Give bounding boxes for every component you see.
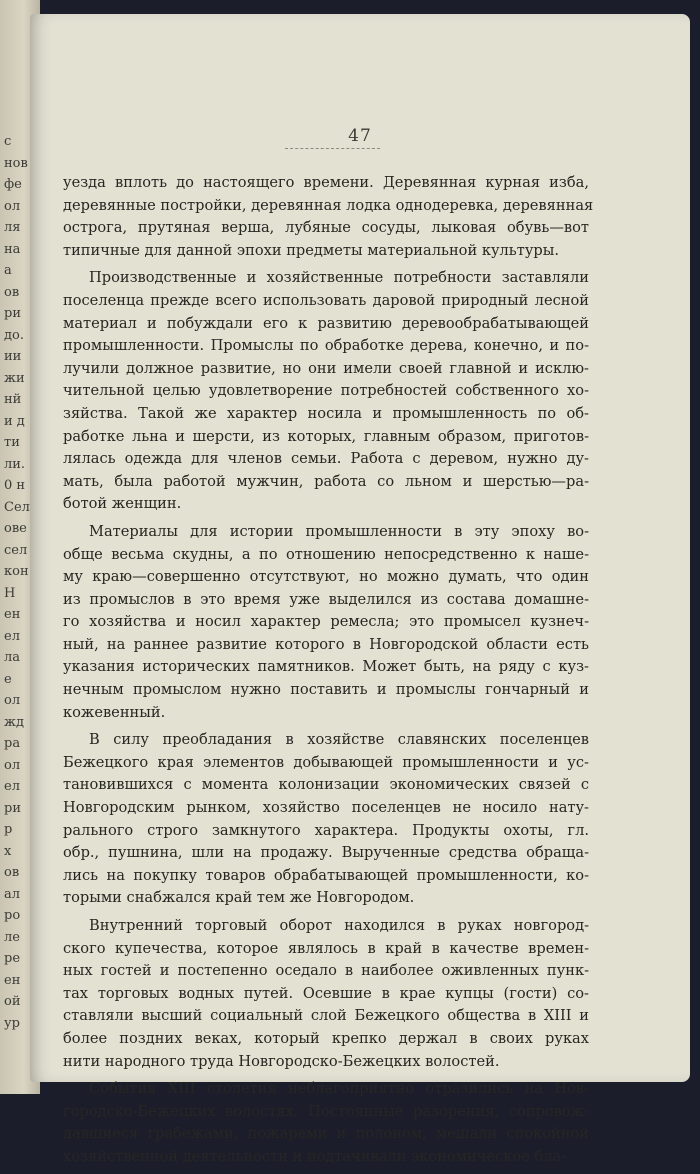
paragraph bbox=[63, 1078, 589, 1168]
text-line: деревянные постройки, деревянная лодка однодеревка, деревянная bbox=[63, 196, 594, 214]
facing-page-fragment: нй bbox=[4, 392, 22, 407]
facing-page-fragment: ен bbox=[4, 972, 21, 988]
text-line: давшиеся грабежами, пожарами и полоном, мешали спокойной bbox=[63, 1125, 589, 1143]
facing-page-fragment: с bbox=[4, 134, 12, 149]
facing-page-fragment: ур bbox=[4, 1015, 20, 1031]
facing-page-fragment: ри bbox=[4, 306, 21, 321]
facing-page-fragment: ел bbox=[4, 779, 20, 794]
text-line: тах торговых водных путей. Осевшие в крае купцы (гости) со- bbox=[63, 984, 589, 1002]
facing-page-fragment: жд bbox=[4, 714, 24, 730]
facing-page-fragment: х bbox=[4, 843, 12, 859]
facing-page-fragment: е bbox=[4, 671, 12, 687]
text-line: типичные для данной эпохи предметы материальной культуры. bbox=[63, 241, 560, 259]
text-line: Внутренний торговый оборот находился в руках новгород- bbox=[89, 917, 589, 934]
text-line: поселенца прежде всего использовать даровой природный лесной bbox=[63, 291, 589, 309]
facing-page-fragment: ен bbox=[4, 607, 21, 622]
facing-page-fragment: р bbox=[4, 822, 13, 837]
text-line: го хозяйства и носил характер ремесла; это промысел кузнеч- bbox=[63, 613, 589, 631]
text-line: уезда вплоть до настоящего времени. Деревянная курная изба, bbox=[63, 174, 589, 191]
text-line: городско-Бежецких волостях. Постоянные разорения, сопровож- bbox=[63, 1102, 589, 1120]
paragraph bbox=[63, 915, 589, 1073]
text-line: Материалы для истории промышленности в эту эпоху во- bbox=[89, 522, 589, 540]
facing-page-fragment: на bbox=[4, 241, 21, 257]
text-line: нити народного труда Новгородско-Бежецких волостей. bbox=[63, 1052, 500, 1070]
text-line: ных гостей и постепенно оседало в наиболее оживленных пунк- bbox=[63, 962, 589, 980]
text-line: ставляли высший социальный слой Бежецкого общества в XIII и bbox=[63, 1007, 589, 1025]
page-body-text bbox=[63, 172, 594, 1174]
facing-page-fragment: ле bbox=[4, 929, 20, 945]
text-line: хозяйственной деятельности и подтачивали экономическое бла- bbox=[63, 1147, 567, 1165]
text-line: му краю—совершенно отсутствуют, но можно думать, что один bbox=[63, 568, 589, 586]
facing-page-fragment: сел bbox=[4, 542, 28, 558]
facing-page-fragment: ли. bbox=[4, 456, 26, 472]
facing-page-fragment: ал bbox=[4, 886, 21, 902]
text-line: торыми снабжался край тем же Новгородом. bbox=[63, 889, 415, 907]
text-line: Производственные и хозяйственные потребности заставляли bbox=[89, 269, 589, 287]
text-line: более поздних веках, который крепко держал в своих руках bbox=[63, 1029, 589, 1047]
facing-page-fragment: и д bbox=[4, 413, 25, 429]
facing-page-fragment: ро bbox=[4, 908, 21, 923]
facing-page-fragment: Н bbox=[4, 585, 16, 601]
facing-page-fragment: ля bbox=[4, 220, 21, 235]
text-line: Новгородским рынком, хозяйство поселенцев не носило нату- bbox=[63, 799, 589, 817]
facing-page-fragment: ол bbox=[4, 198, 21, 214]
text-line: рального строго замкнутого характера. Продукты охоты, гл. bbox=[63, 821, 589, 839]
facing-page-fragment: ре bbox=[4, 951, 21, 966]
facing-page-fragment: 0 н bbox=[4, 478, 26, 493]
facing-page-fragment: ов bbox=[4, 284, 20, 300]
facing-page-fragment: ти bbox=[4, 435, 20, 450]
facing-page-fragment: Сел bbox=[4, 499, 30, 515]
text-line: промышленности. Промыслы по обработке дерева, конечно, и по- bbox=[63, 337, 589, 355]
text-line: обр., пушнина, шли на продажу. Вырученные средства обраща- bbox=[63, 844, 589, 862]
text-line: из промыслов в это время уже выделился из состава домашне- bbox=[63, 590, 589, 608]
facing-page-fragment: ой bbox=[4, 994, 21, 1009]
text-line: мать, была работой мужчин, работа со льном и шерстью—ра- bbox=[63, 472, 589, 490]
facing-page-fragment: ии bbox=[4, 349, 22, 364]
page-number: 47 bbox=[348, 126, 372, 146]
text-line: События XIII столетия неблагоприятно отразились на Нов- bbox=[89, 1080, 589, 1098]
page-number-rule bbox=[285, 148, 380, 150]
book-page bbox=[30, 14, 690, 1165]
facing-page-fragment: ол bbox=[4, 693, 21, 708]
text-line: острога, прутяная верша, лубяные сосуды, лыковая обувь—вот bbox=[63, 219, 589, 237]
text-line: кожевенный. bbox=[63, 703, 166, 721]
text-line: лись на покупку товаров обрабатывающей промышленности, ко- bbox=[63, 866, 589, 884]
facing-page-fragment: нов bbox=[4, 155, 28, 171]
text-line: лучили должное развитие, но они имели своей главной и исклю- bbox=[63, 359, 589, 377]
facing-page-fragment: жи bbox=[4, 370, 25, 386]
facing-page-fragment: фе bbox=[4, 177, 22, 192]
text-line: ный, на раннее развитие которого в Новгородской области есть bbox=[63, 635, 589, 653]
paragraph bbox=[63, 729, 589, 910]
text-line: Бежецкого края элементов добывающей промышленности и ус- bbox=[63, 753, 589, 771]
text-line: нечным промыслом нужно поставить и промыслы гончарный и bbox=[63, 681, 589, 699]
facing-page-fragment: ел bbox=[4, 628, 20, 644]
facing-page-fragment: до. bbox=[4, 327, 24, 343]
facing-page-fragment: а bbox=[4, 263, 12, 278]
facing-page-fragment: ра bbox=[4, 736, 21, 751]
paragraph bbox=[63, 521, 589, 724]
text-line: В силу преобладания в хозяйстве славянских поселенцев bbox=[89, 731, 589, 749]
facing-page-fragment: ове bbox=[4, 521, 27, 536]
facing-page-fragment: ов bbox=[4, 865, 20, 880]
facing-page-fragment: ри bbox=[4, 800, 21, 816]
facing-page-fragment: ла bbox=[4, 650, 21, 665]
facing-page-fragment: ол bbox=[4, 757, 21, 773]
facing-page-fragment: кон bbox=[4, 564, 29, 579]
text-line: лялась одежда для членов семьи. Работа с деревом, нужно ду- bbox=[63, 450, 589, 468]
text-line: тановившихся с момента колонизации экономических связей с bbox=[63, 776, 589, 794]
text-line: материал и побуждали его к развитию деревообрабатывающей bbox=[63, 314, 589, 332]
text-line: чительной целью удовлетворение потребностей собственного хо- bbox=[63, 382, 589, 400]
text-line: указания исторических памятников. Может быть, на ряду с куз- bbox=[63, 658, 589, 676]
text-line: зяйства. Такой же характер носила и промышленность по об- bbox=[63, 404, 589, 422]
paragraph bbox=[63, 267, 589, 516]
text-line: ского купечества, которое являлось в край в качестве времен- bbox=[63, 939, 589, 957]
paragraph bbox=[63, 172, 594, 262]
text-line: работке льна и шерсти, из которых, главным образом, приготов- bbox=[63, 427, 589, 445]
text-line: ботой женщин. bbox=[63, 495, 182, 513]
text-line: обще весьма скудны, а по отношению непосредственно к наше- bbox=[63, 545, 589, 563]
